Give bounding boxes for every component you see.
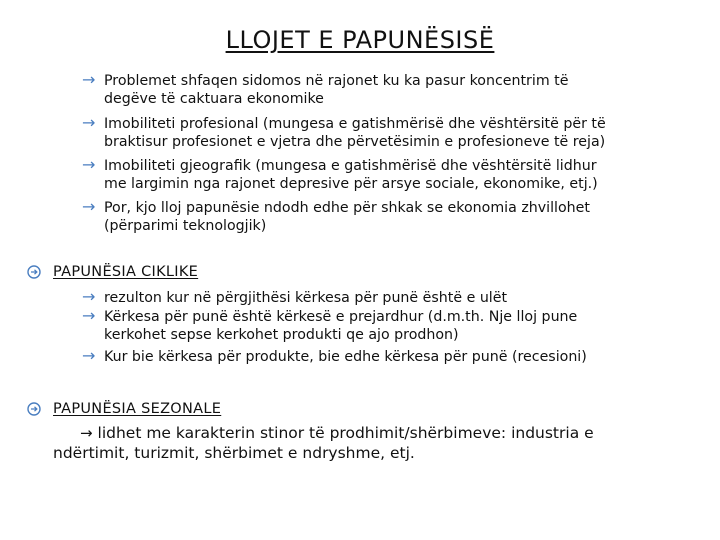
list-item-line: Kërkesa për punë është kërkesë e prejardhur (d.m.th. Nje lloj pune — [104, 309, 578, 325]
arrow-icon: → — [82, 155, 96, 174]
arrow-icon: → — [82, 306, 96, 325]
list-item-line: Problemet shfaqen sidomos në rajonet ku ka pasur koncentrim të — [104, 73, 569, 89]
circle-arrow-bullet-icon — [26, 264, 42, 280]
arrow-icon: → — [82, 346, 96, 365]
list-item-line: Por, kjo lloj papunësie ndodh edhe për shkak se ekonomia zhvillohet — [104, 200, 590, 216]
page-title: LLOJET E PAPUNËSISË — [225, 26, 495, 54]
list-item-line: (përparimi teknologjik) — [104, 218, 267, 234]
circle-arrow-bullet-icon — [26, 401, 42, 417]
arrow-icon: → — [80, 424, 93, 442]
list-item-line: rezulton kur në përgjithësi kërkesa për punë është e ulët — [104, 290, 508, 306]
section-body-line: ndërtimit, turizmit, shërbimet e ndryshme, etj. — [53, 444, 415, 462]
section-body-line — [80, 423, 594, 443]
arrow-icon: → — [82, 197, 96, 216]
list-item-line: Imobiliteti profesional (mungesa e gatishmërisë dhe vështërsitë për të — [104, 116, 606, 132]
section-body-text: lidhet me karakterin stinor të prodhimit/shërbimeve: industria e — [97, 424, 594, 442]
arrow-icon: → — [82, 70, 96, 89]
list-item-line: degëve të caktuara ekonomike — [104, 91, 324, 107]
list-item-line: me largimin nga rajonet depresive për arsye sociale, ekonomike, etj.) — [104, 176, 598, 192]
arrow-icon: → — [82, 287, 96, 306]
list-item-line: Kur bie kërkesa për produkte, bie edhe kërkesa për punë (recesioni) — [104, 349, 587, 365]
arrow-icon: → — [82, 113, 96, 132]
section-heading-sezonale: PAPUNËSIA SEZONALE — [53, 401, 222, 417]
list-item-line: kerkohet sepse kerkohet produkti qe ajo prodhon) — [104, 327, 459, 343]
list-item-line: Imobiliteti gjeografik (mungesa e gatishmërisë dhe vështërsitë lidhur — [104, 158, 597, 174]
list-item-line: braktisur profesionet e vjetra dhe përvetësimin e profesioneve të reja) — [104, 134, 606, 150]
section-heading-ciklike: PAPUNËSIA CIKLIKE — [53, 264, 199, 280]
